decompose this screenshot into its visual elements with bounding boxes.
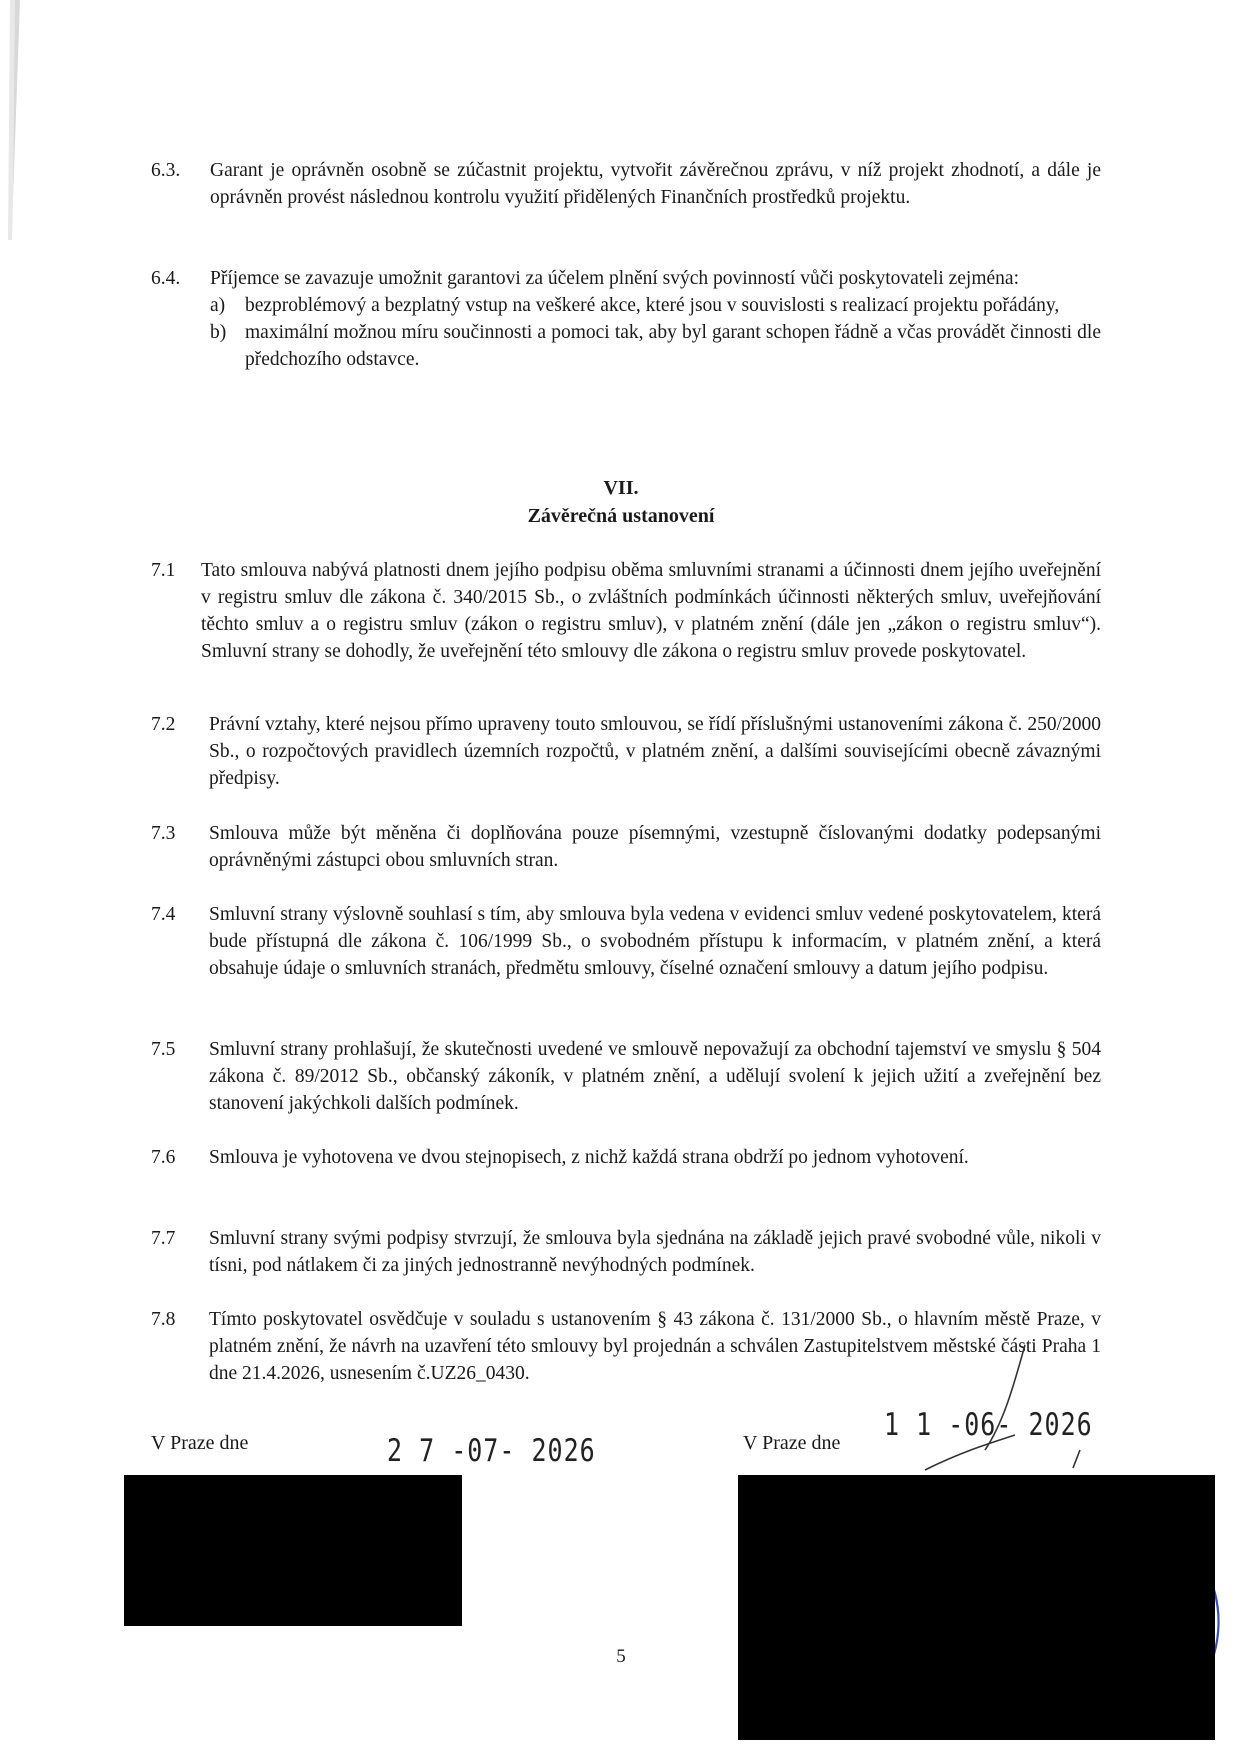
clause-text: Právní vztahy, které nejsou přímo upraveny touto smlouvou, se řídí příslušnými ustanoveními zákona č. 250/2000 Sb., o rozpočtových pravidlech územních rozpočtů, v platném znění, a dalšími souvisejícími obecně závaznými předpisy.: [209, 714, 1101, 789]
list-item-letter: a): [210, 295, 226, 316]
list-item: [210, 319, 1101, 373]
left-place-date-label: V Praze dne: [151, 1432, 249, 1454]
clause-text: Tato smlouva nabývá platnosti dnem jejího podpisu oběma smluvními stranami a účinnosti dnem jejího uveřejnění v registru smluv dle zákona č. 340/2015 Sb., o zvláštních podmínkách účinnosti některých smluv, uveřejňování těchto smluv a o registru smluv (zákon o registru smluv), v platném znění (dále jen „zákon o registru smluv“). Smluvní strany se dohodly, že uveřejnění této smlouvy dle zákona o registru smluv provede poskytovatel.: [201, 560, 1101, 662]
right-date-stamp: 1 1 -06- 2026: [884, 1406, 1093, 1443]
right-place-date-label: V Praze dne: [743, 1432, 841, 1454]
clause-text: Smlouva je vyhotovena ve dvou stejnopisech, z nichž každá strana obdrží po jednom vyhotovení.: [209, 1147, 969, 1168]
clause-number: 6.4.: [151, 268, 181, 289]
list-item: [210, 292, 1101, 319]
clause-number: 7.4: [151, 904, 176, 925]
clause-text: Smluvní strany svými podpisy stvrzují, že smlouva byla sjednána na základě jejich pravé svobodné vůle, nikoli v tísni, pod nátlakem či za jiných jednostranně nevýhodných podmínek.: [209, 1228, 1101, 1276]
left-date-stamp: 2 7 -07- 2026: [387, 1432, 596, 1469]
clause-number: 7.3: [151, 823, 176, 844]
clause-text: Garant je oprávněn osobně se zúčastnit projektu, vytvořit závěrečnou zprávu, v níž projekt zhodnotí, a dále je oprávněn provést následnou kontrolu využití přidělených Finančních prostředků projektu.: [210, 160, 1101, 208]
section-title: Závěrečná ustanovení: [527, 505, 715, 527]
redacted-signature-right: [738, 1475, 1215, 1740]
scan-edge-artifact: [0, 0, 90, 260]
clause-text: Smlouva může být měněna či doplňována pouze písemnými, vzestupně číslovanými dodatky podepsanými oprávněnými zástupci obou smluvních stran.: [209, 823, 1101, 871]
clause-number: 7.8: [151, 1309, 176, 1330]
page-number: 5: [616, 1646, 626, 1667]
clause-number: 7.7: [151, 1228, 176, 1249]
section-number: VII.: [603, 477, 639, 499]
clause-text: Smluvní strany výslovně souhlasí s tím, aby smlouva byla vedena v evidenci smluv vedené poskytovatelem, která bude přístupná dle zákona č. 106/1999 Sb., o svobodném přístupu k informacím, v platném znění, a která obsahuje údaje o smluvních stranách, předmětu smlouvy, číselné označení smlouvy a datum jejího podpisu.: [209, 904, 1101, 979]
clause-number: 7.1: [151, 560, 176, 581]
clause-text: Smluvní strany prohlašují, že skutečnosti uvedené ve smlouvě nepovažují za obchodní tajemství ve smyslu § 504 zákona č. 89/2012 Sb., občanský zákoník, v platném znění, a udělují svolení k jejich užití a zveřejnění bez stanovení jakýchkoli dalších podmínek.: [209, 1039, 1101, 1114]
clause-number: 7.2: [151, 714, 176, 735]
clause-number: 6.3.: [151, 160, 181, 181]
list-item-letter: b): [210, 322, 227, 343]
clause-text: Tímto poskytovatel osvědčuje v souladu s ustanovením § 43 zákona č. 131/2000 Sb., o hlavním městě Praze, v platném znění, že návrh na uzavření této smlouvy byl projednán a schválen Zastupitelstvem městské části Praha 1 dne 21.4.2026, usnesením č.UZ26_0430.: [209, 1309, 1101, 1384]
list-item-text: maximální možnou míru součinnosti a pomoci tak, aby byl garant schopen řádně a včas provádět činnosti dle předchozího odstavce.: [245, 322, 1101, 370]
clause-number: 7.5: [151, 1039, 176, 1060]
list-item-text: bezproblémový a bezplatný vstup na veškeré akce, které jsou v souvislosti s realizací projektu pořádány,: [245, 295, 1060, 316]
redacted-signature-left: [124, 1475, 462, 1626]
signature-stroke: [905, 1340, 1115, 1480]
clause-number: 7.6: [151, 1147, 176, 1168]
clause-text: Příjemce se zavazuje umožnit garantovi za účelem plnění svých povinností vůči poskytovateli zejména:: [210, 268, 1019, 289]
